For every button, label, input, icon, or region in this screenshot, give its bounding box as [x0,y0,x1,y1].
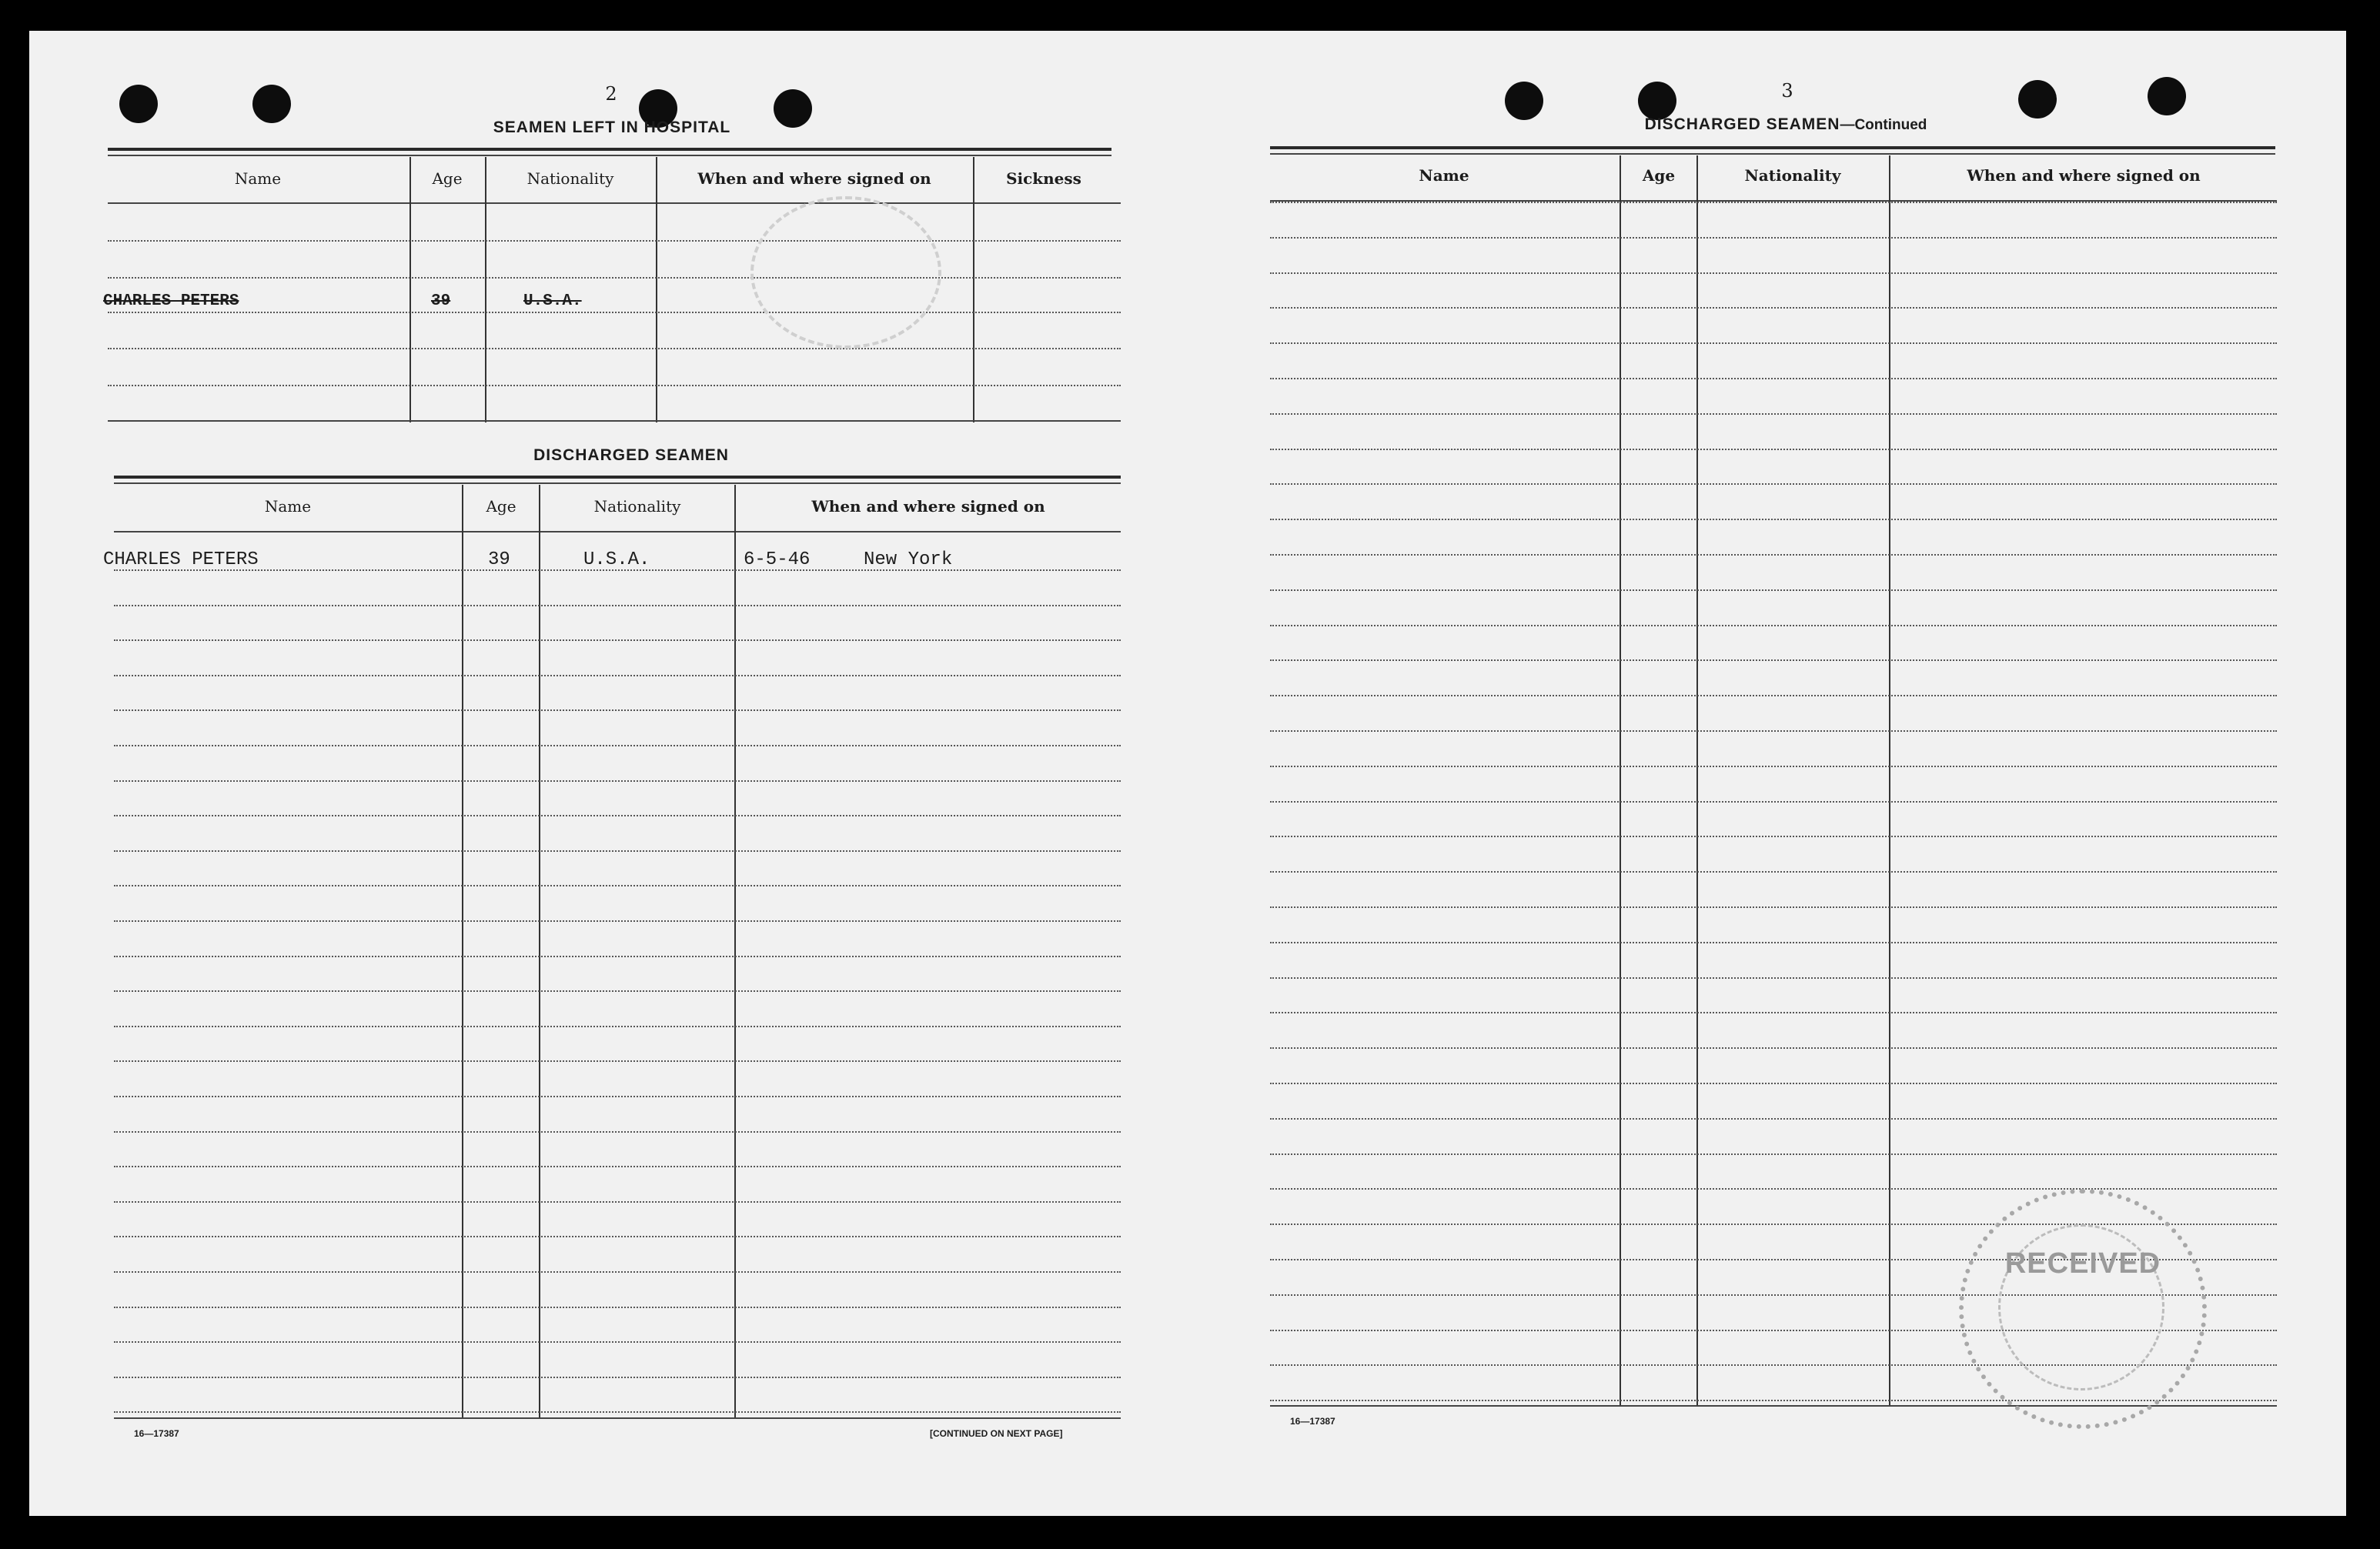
table-row-line [1270,589,2277,591]
header-rule [108,202,1121,204]
double-rule [108,148,1111,151]
table-row-line [1270,1118,2277,1120]
double-rule [114,482,1121,484]
table-row-line [114,1060,1121,1062]
table-row-line [1270,659,2277,661]
table-row-line [1270,1188,2277,1190]
punch-hole [1505,82,1543,120]
table-row-line [1270,202,2277,203]
table-row-line [114,1166,1121,1167]
table-row-line [114,815,1121,816]
table-row-line [1270,906,2277,908]
punch-hole [2018,80,2057,119]
column-line [409,157,411,422]
page-number: 3 [1781,80,1793,102]
header-age: Age [486,497,516,516]
table-row-line [1270,483,2277,485]
table-row-line [1270,519,2277,520]
table-row-line [1270,1153,2277,1155]
received-stamp [1959,1189,2207,1429]
header-age: Age [432,169,463,188]
header-nationality: Nationality [593,497,681,516]
table-row-line [1270,977,2277,979]
table-row-line [114,1096,1121,1097]
header-signed-on: When and where signed on [1967,166,2201,185]
discharged-entry-name: CHARLES PETERS [103,549,259,570]
discharged-entry-nationality: U.S.A. [583,549,650,570]
table-row-line [108,312,1121,313]
table-row-line [114,605,1121,606]
header-signed-on: When and where signed on [811,497,1045,516]
title-main: DISCHARGED SEAMEN [1644,115,1840,133]
header-name: Name [1419,166,1469,185]
table-row-line [1270,1012,2277,1013]
discharged-entry-place: New York [864,549,953,570]
table-row-line [1270,836,2277,837]
table-row-line [108,277,1121,279]
hospital-entry-name: CHARLES PETERS [103,292,239,310]
punch-hole [2148,77,2186,115]
table-row-line [1270,449,2277,450]
table-row-line [114,709,1121,711]
column-line [973,157,974,422]
table-row-line [1270,625,2277,626]
table-row-line [114,1026,1121,1027]
header-age: Age [1642,166,1676,185]
table-row-line [114,1271,1121,1273]
punch-hole [119,85,158,123]
table-row-line [108,348,1121,349]
header-name: Name [234,169,282,188]
table-row-line [1270,942,2277,943]
double-rule [1270,153,2275,155]
table-row-line [1270,378,2277,379]
table-row-line [114,885,1121,886]
table-row-line [108,240,1121,242]
table-row-line [108,385,1121,386]
header-name: Name [264,497,312,516]
table-row-line [114,850,1121,852]
table-row-line [1270,413,2277,415]
double-rule [1270,146,2275,149]
column-line [656,157,657,422]
form-number: 16—17387 [1290,1416,1335,1427]
column-line [539,485,540,1417]
table-row-line [1270,237,2277,239]
table-row-line [1270,695,2277,696]
column-line [485,157,486,422]
punch-hole [1638,82,1676,120]
table-row-line [114,920,1121,922]
table-row-line [1270,272,2277,274]
table-row-line [114,1341,1121,1343]
table-row-line [1270,307,2277,309]
section-title-hospital: SEAMEN LEFT IN HOSPITAL [493,119,731,136]
table-row-line [114,1411,1121,1413]
table-row-line [114,639,1121,641]
hospital-entry-age: 39 [431,292,451,310]
section-title-discharged: DISCHARGED SEAMEN [533,446,729,464]
column-line [462,485,463,1417]
discharged-entry-age: 39 [488,549,510,570]
double-rule [108,155,1111,156]
table-row-line [114,1307,1121,1308]
table-row-line [1270,1083,2277,1084]
punch-hole [252,85,291,123]
stamp-text: RECEIVED [2004,1247,2161,1280]
header-signed-on: When and where signed on [697,169,931,188]
discharged-entry-date: 6-5-46 [744,549,811,570]
header-nationality: Nationality [526,169,614,188]
table-bottom-rule [108,420,1121,422]
table-bottom-rule [114,1417,1121,1419]
hospital-entry-nationality: U.S.A. [523,292,582,310]
continued-note: [CONTINUED ON NEXT PAGE] [930,1428,1063,1439]
table-row-line [114,780,1121,782]
table-row-line [1270,554,2277,556]
table-row-line [1270,342,2277,344]
table-row-line [114,1201,1121,1203]
table-row-line [1270,871,2277,873]
table-row-line [114,1236,1121,1237]
table-row-line [114,990,1121,992]
table-row-line [114,1131,1121,1133]
faded-stamp-mark [750,196,941,349]
table-row-line [114,956,1121,957]
column-line [734,485,736,1417]
header-sickness: Sickness [1006,169,1081,188]
section-title-discharged-continued [1578,115,1994,134]
table-row-line [1270,730,2277,732]
header-rule [114,531,1121,532]
table-row-line [1270,801,2277,803]
header-nationality: Nationality [1744,166,1841,185]
title-suffix: —Continued [1840,117,1927,133]
table-row-line [1270,766,2277,767]
table-row-line [114,1377,1121,1378]
double-rule [114,476,1121,479]
page-number: 2 [605,83,617,105]
table-row-line [114,675,1121,676]
table-row-line [1270,1047,2277,1049]
table-row-line [114,745,1121,746]
form-number: 16—17387 [134,1428,179,1439]
